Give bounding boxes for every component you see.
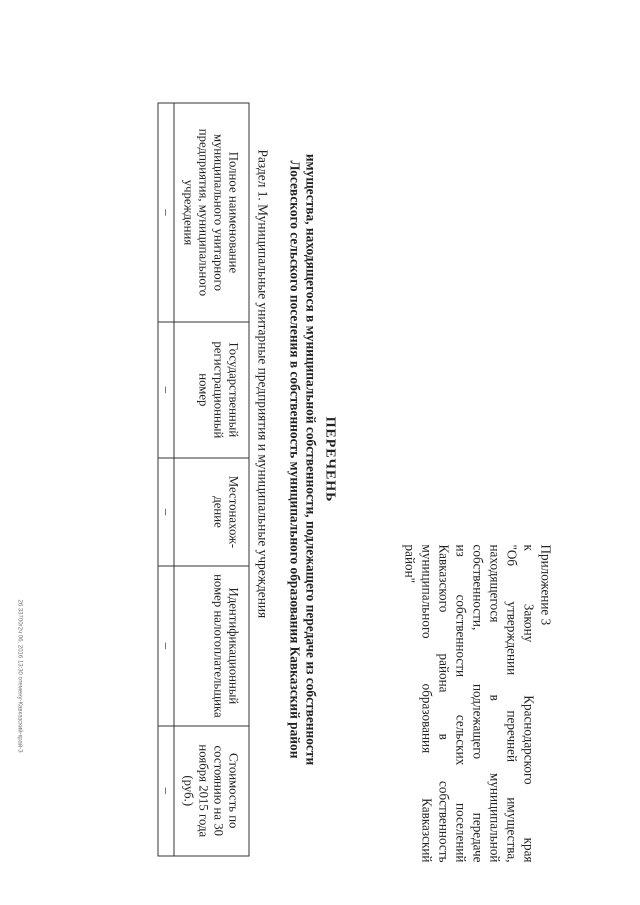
table-cell: – [158, 566, 174, 725]
table-cell: – [158, 322, 174, 458]
annex-line: Приложение 3 [538, 544, 554, 626]
annex-line: район" [402, 544, 418, 584]
annex-line: Кавказского района в собственность [436, 544, 452, 863]
title-line: Лосевского сельского поселения в собственность муниципального образования Кавказский район [287, 160, 303, 759]
annex-line: "Об утверждении перечней имущества, [504, 544, 520, 863]
column-header: Государственный регистрационный номер [174, 322, 249, 458]
property-table [158, 103, 250, 857]
footer-stamp: 26 33700г2ч 06. 2016 13:30 отемену-Кавказский-край-3 [16, 599, 23, 753]
annex-line: находящегося в муниципальной [487, 544, 503, 863]
table-cell: – [158, 103, 174, 322]
column-header: Идентификационный номер налогоплательщика [174, 566, 249, 725]
table-header-row [174, 103, 249, 856]
annex-line: из собственности сельских поселений [453, 544, 469, 863]
column-header: Полное наименование муниципального унитарного предприятия, муниципального учреждения [174, 103, 249, 322]
annex-line: к Закону Краснодарского края [521, 544, 537, 863]
title-line: имущества, находящегося в муниципальной собственности, подлежащего передаче из собственности [304, 153, 319, 766]
document-title [286, 90, 338, 830]
document-page [1, 0, 640, 905]
table-cell: – [158, 726, 174, 856]
annex-line: муниципального образования Кавказский [419, 544, 435, 863]
table-row [158, 103, 174, 856]
section-title: Раздел 1. Муниципальные унитарные предприятия и муниципальные учреждения [255, 149, 271, 619]
column-header: Стоимость по состоянию на 30 ноября 2015 года (руб.) [174, 726, 249, 856]
annex-line: собственности, подлежащего передаче [470, 544, 486, 863]
table-cell: – [158, 458, 174, 566]
title-heading: ПЕРЕЧЕНЬ [322, 416, 338, 503]
annex-note [402, 545, 555, 863]
column-header: Местонахож-дение [174, 458, 249, 566]
